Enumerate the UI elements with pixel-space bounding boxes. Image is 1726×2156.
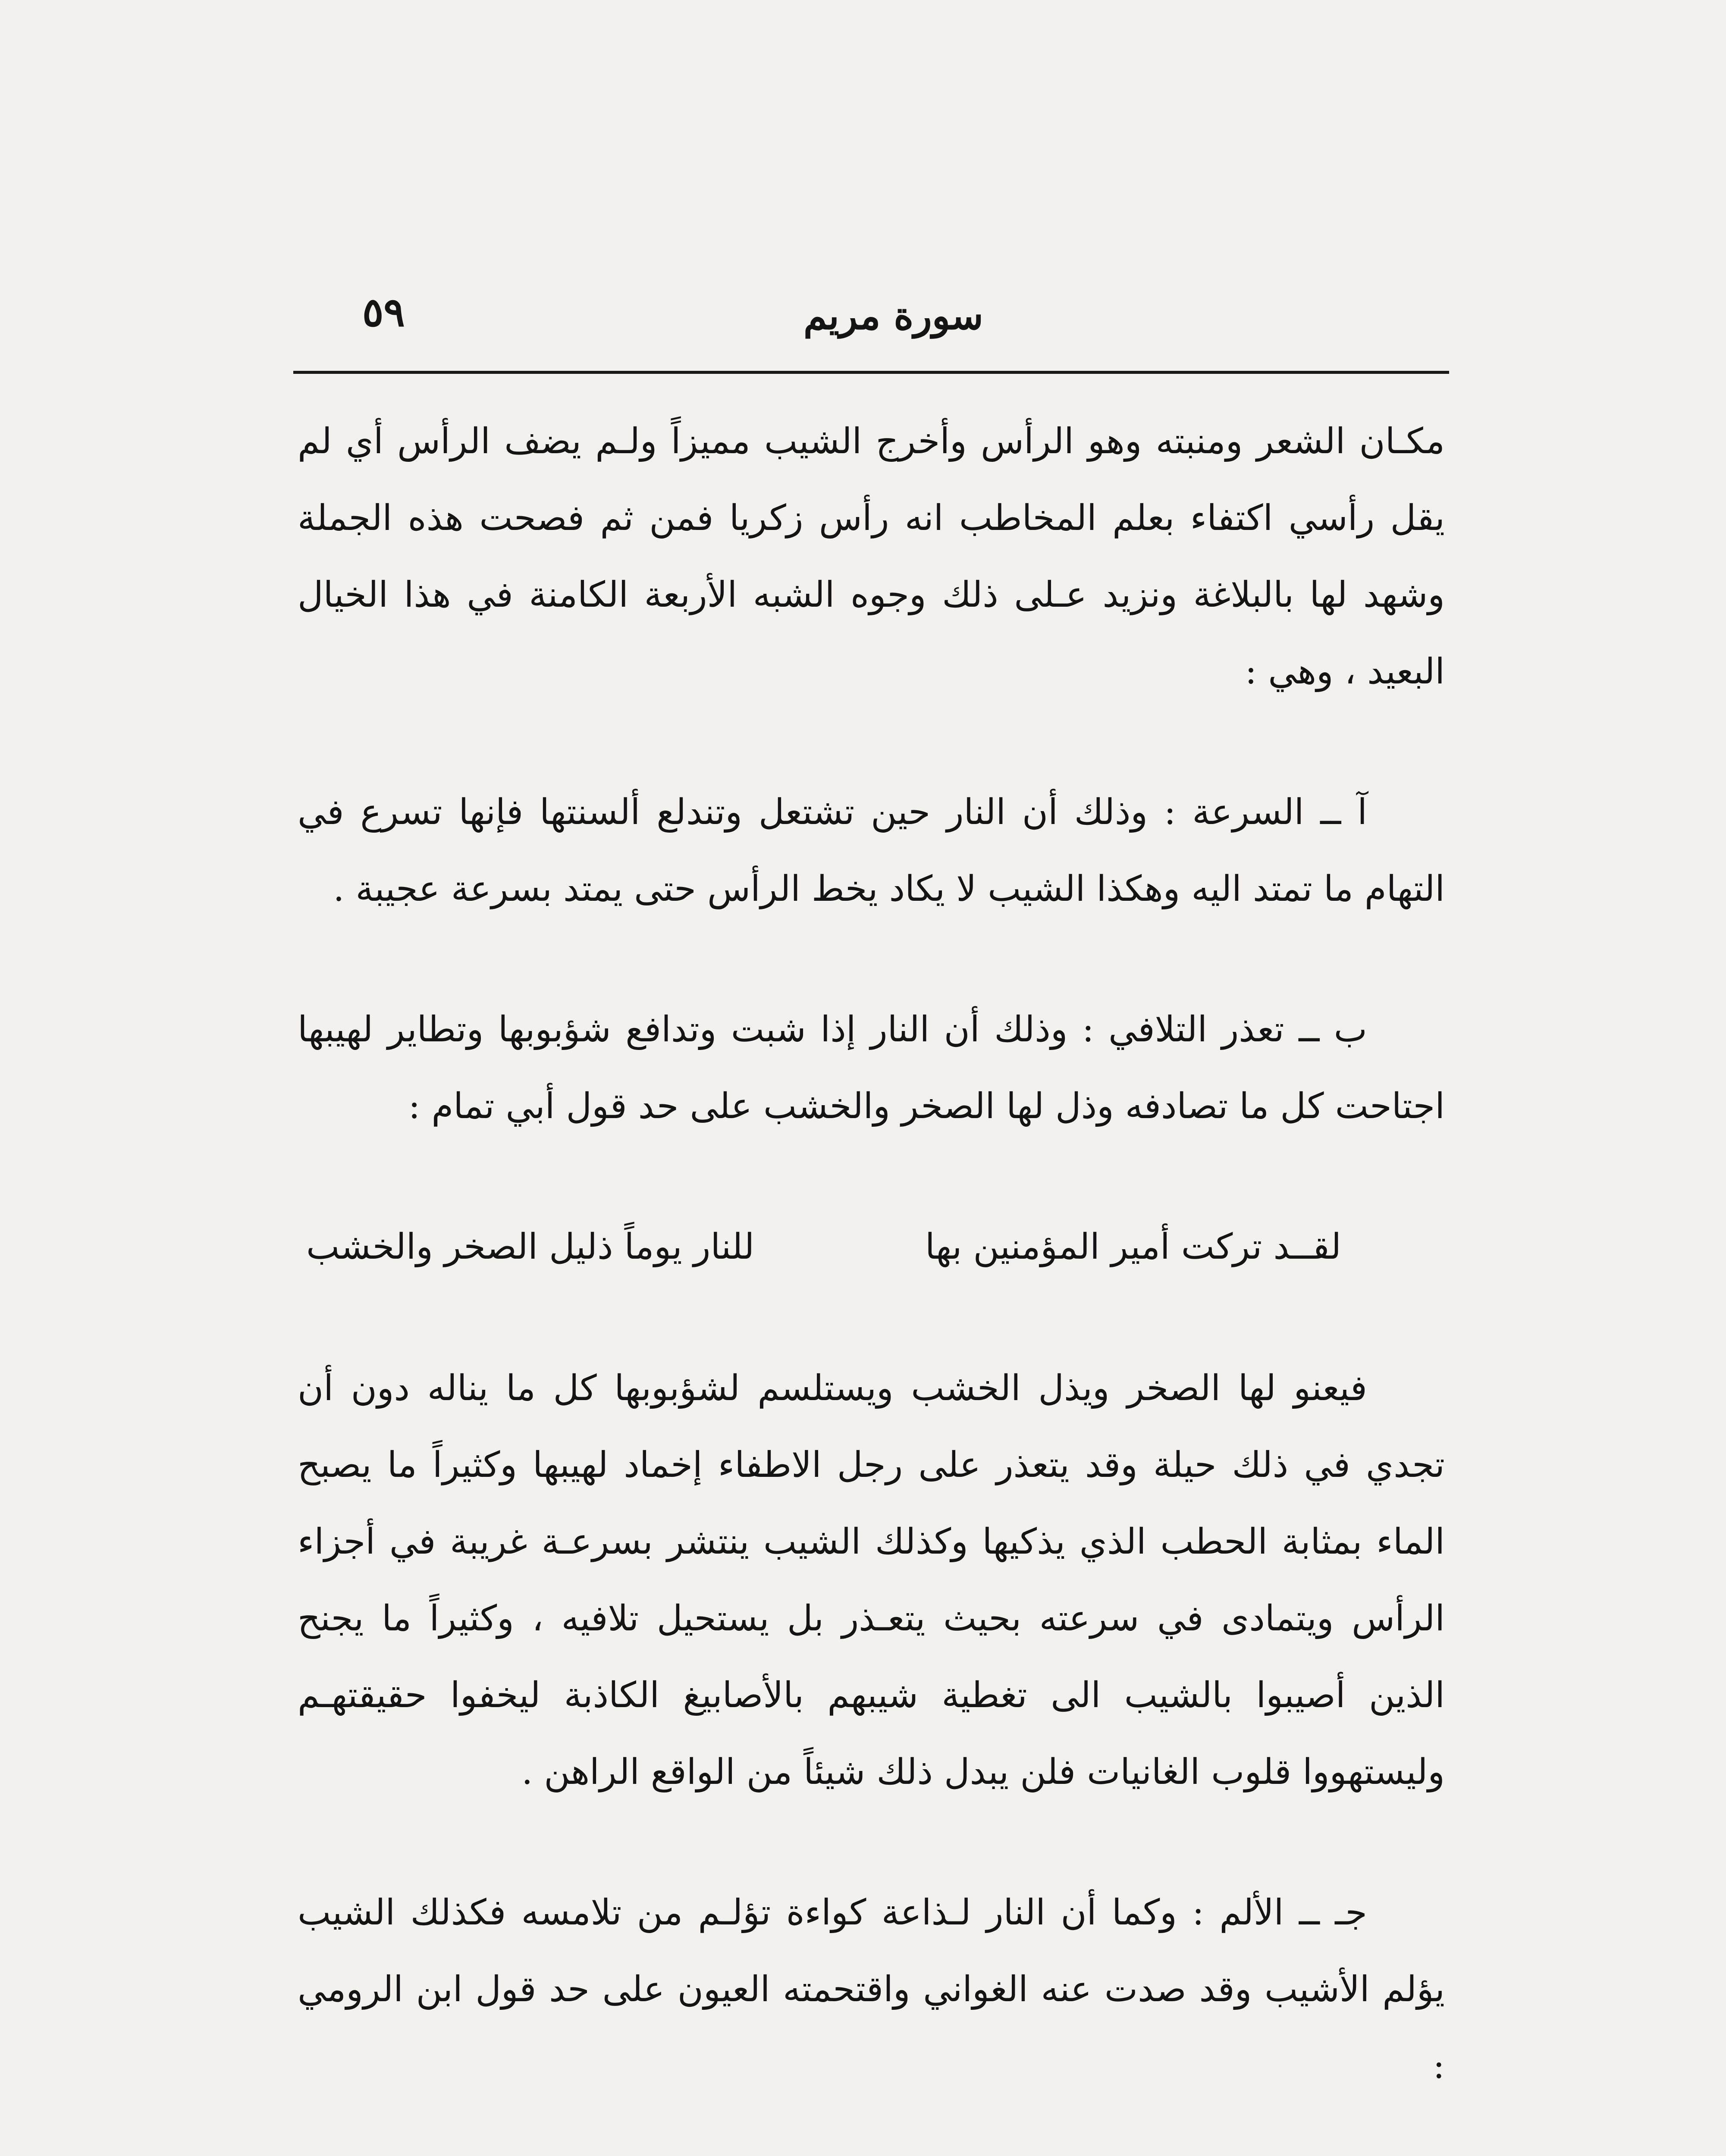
paragraph: ب ــ تعذر التلافي : وذلك أن النار إذا شبت وتدافع شؤبوبها وتطاير لهيبها اجتاحت كل ما تصادفه وذل لها الصخر والخشب على حد قول أبي تمام : <box>298 1009 1445 1127</box>
paragraph: مكـان الشعر ومنبته وهو الرأس وأخرج الشيب مميزاً ولـم يضف الرأس أي لم يقل رأسي اكتفاء بعلم المخاطب انه رأس زكريا فمن ثم فصحت هذه الجملة وشهد لها بالبلاغة ونزيد عـلى ذلك وجوه الشبه الأربعة الكامنة في هذا الخيال البعيد ، وهي : <box>298 421 1445 692</box>
verse-hemistich-first: لقــد تركت أمير المؤمنين بها <box>925 1226 1341 1267</box>
running-header <box>293 276 1449 341</box>
poetry-verse <box>298 1209 1445 1285</box>
paragraph: آ ــ السرعة : وذلك أن النار حين تشتعل وتندلع ألسنتها فإنها تسرع في التهام ما تمتد اليه وهكذا الشيب لا يكاد يخط الرأس حتى يمتد بسرعة عجيبة . <box>298 792 1445 909</box>
verse-hemistich-second: للنار يوماً ذليل الصخر والخشب <box>306 1226 755 1267</box>
chapter-title: سورة مريم <box>803 293 983 338</box>
page-number: ٥٩ <box>362 289 405 335</box>
paragraph: جـ ــ الألم : وكما أن النار لـذاعة كواءة تؤلـم من تلامسه فكذلك الشيب يؤلم الأشيب وقد صدت عنه الغواني واقتحمته العيون على حد قول ابن الرومي : <box>298 1892 1445 2087</box>
page-body <box>298 403 1445 2156</box>
paragraph: فيعنو لها الصخر ويذل الخشب ويستلسم لشؤبوبها كل ما يناله دون أن تجدي في ذلك حيلة وقد يتعذر على رجل الاطفاء إخماد لهيبها وكثيراً ما يصبح الماء بمثابة الحطب الذي يذكيها وكذلك الشيب ينتشر بسرعـة غريبة في أجزاء الرأس ويتمادى في سرعته بحيث يتعـذر بل يستحيل تلافيه ، وكثيراً ما يجنح الذين أصيبوا بالشيب الى تغطية شيبهم بالأصابيغ الكاذبة ليخفوا حقيقتهـم وليستهووا قلوب الغانيات فلن يبدل ذلك شيئاً من الواقع الراهن . <box>298 1368 1445 1792</box>
header-rule <box>293 371 1449 374</box>
